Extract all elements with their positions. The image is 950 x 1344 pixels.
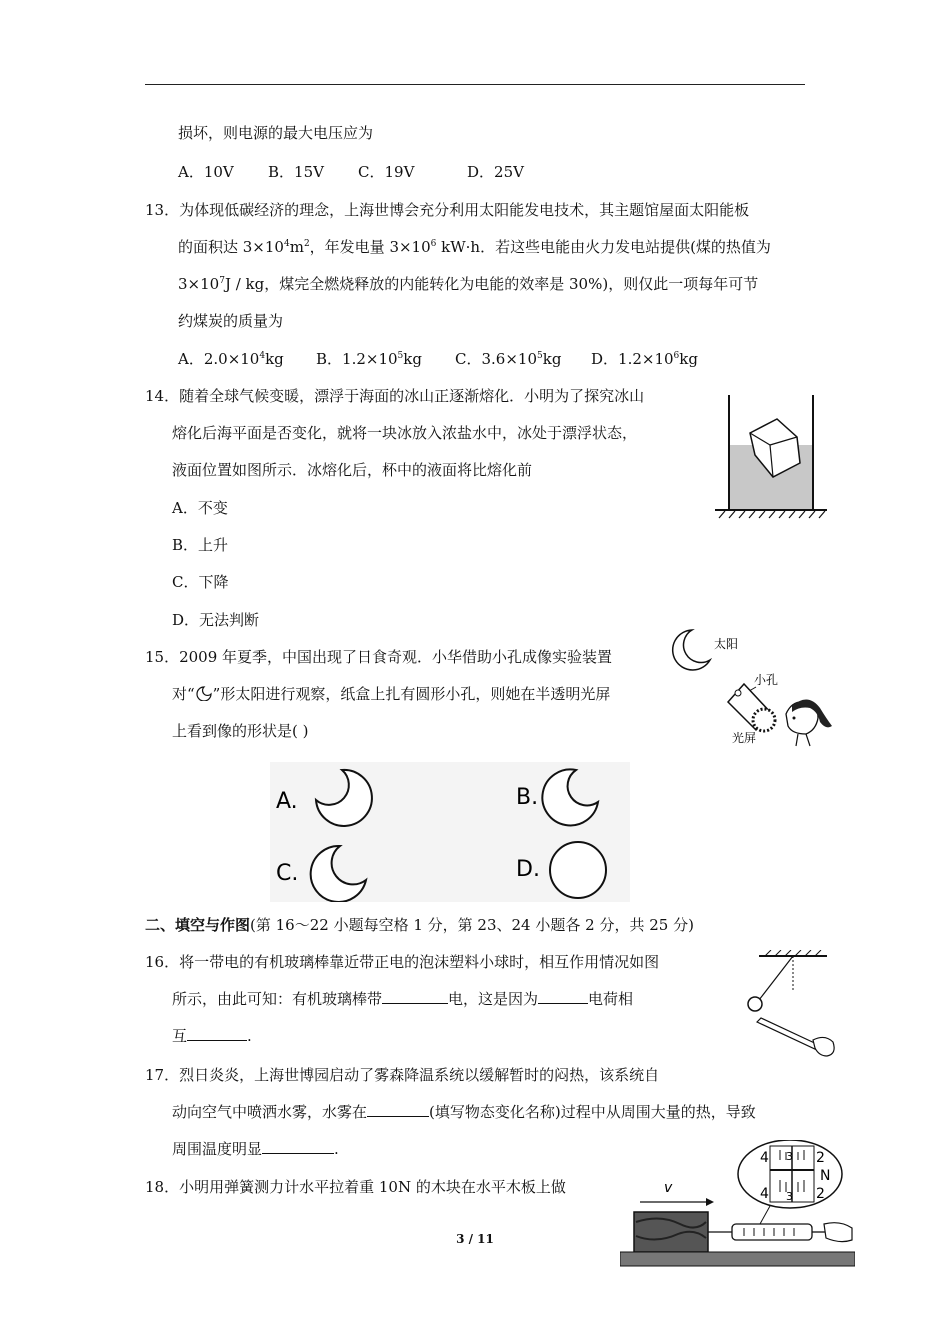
q16-line-3: 互 . bbox=[172, 1027, 252, 1045]
charged-ball-figure bbox=[735, 950, 840, 1065]
ice-beaker-figure bbox=[705, 385, 830, 525]
q13-line-3: $3\times 10^7J$ / kg，煤完全燃烧释放的内能转化为电能的效率是 30%)，则仅此一项每年可节 bbox=[178, 275, 759, 293]
q17-line-3: 周围温度明显 . bbox=[172, 1140, 339, 1158]
section-2-desc: (第 16～22 小题每空格 1 分，第 23、24 小题各 2 分，共 25 分) bbox=[250, 916, 694, 934]
sun-crescent bbox=[673, 630, 710, 670]
q14-option-a: A．不变 bbox=[172, 499, 228, 517]
glass-rod bbox=[757, 1018, 821, 1050]
scale-num-4-top: 4 bbox=[760, 1150, 769, 1166]
choice-d-label: D. bbox=[516, 857, 540, 882]
q16-line-1: 16．将一带电的有机玻璃棒靠近带正电的泡沫塑料小球时，相互作用情况如图 bbox=[145, 953, 660, 971]
q15-line-2: 对“ ”形太阳进行观察，纸盒上扎有圆形小孔，则她在半透明光屏 bbox=[172, 685, 611, 703]
choice-a-label: A. bbox=[276, 789, 298, 814]
q16-blank-3[interactable] bbox=[187, 1026, 247, 1041]
q14-option-d: D．无法判断 bbox=[172, 611, 260, 629]
scale-num-4-bottom: 4 bbox=[760, 1186, 769, 1202]
choice-b-label: B. bbox=[516, 785, 539, 810]
section-2-heading bbox=[145, 915, 694, 935]
q16-blank-1[interactable] bbox=[382, 989, 448, 1004]
scale-num-2-top: 2 bbox=[816, 1150, 825, 1166]
q12-option-a: A．10V bbox=[178, 163, 234, 181]
choice-d-shape bbox=[550, 842, 606, 898]
foam-ball bbox=[748, 997, 762, 1011]
q12-option-d: D．25V bbox=[467, 163, 524, 181]
scale-dial bbox=[738, 1140, 842, 1208]
q14-line-2: 熔化后海平面是否变化，就将一块冰放入浓盐水中，冰处于漂浮状态， bbox=[172, 424, 638, 442]
q13-option-a: A．$2.0\times 10^4kg$ bbox=[178, 350, 284, 368]
q14-number: 14． bbox=[145, 387, 180, 405]
q16-blank-2[interactable] bbox=[538, 989, 588, 1004]
q15-number: 15． bbox=[145, 648, 180, 666]
q17-blank-2[interactable] bbox=[262, 1139, 334, 1154]
q16-number: 16． bbox=[145, 953, 180, 971]
q13-line-1: 13．为体现低碳经济的理念，上海世博会充分利用太阳能发电技术，其主题馆屋面太阳能板 bbox=[145, 201, 750, 219]
q14-line-1: 14．随着全球气候变暖，漂浮于海面的冰山正逐渐熔化．小明为了探究冰山 bbox=[145, 387, 645, 405]
q12-option-b: B．15V bbox=[268, 163, 324, 181]
wooden-board bbox=[620, 1252, 855, 1266]
q17-line-1: 17．烈日炎炎，上海世博园启动了雾森降温系统以缓解暂时的闷热，该系统自 bbox=[145, 1066, 660, 1084]
scale-num-3-bottom: 3 bbox=[786, 1190, 793, 1203]
choice-c-label: C. bbox=[276, 861, 299, 886]
q13-option-c: C．$3.6\times 10^5kg$ bbox=[455, 350, 562, 368]
q17-number: 17． bbox=[145, 1066, 180, 1084]
crescent-sun-icon bbox=[195, 685, 213, 701]
q13-option-b: B．$1.2\times 10^5kg$ bbox=[316, 350, 422, 368]
header-rule bbox=[145, 84, 805, 85]
section-2-title: 二、填空与作图 bbox=[145, 916, 251, 934]
q18-number: 18． bbox=[145, 1178, 180, 1196]
pinhole-setup-figure bbox=[660, 622, 840, 752]
q18-line-1: 18．小明用弹簧测力计水平拉着重 10N 的木块在水平木板上做 bbox=[145, 1178, 566, 1196]
q15-choices-figure bbox=[270, 762, 630, 902]
q14-option-c: C．下降 bbox=[172, 573, 229, 591]
velocity-label: v bbox=[664, 1180, 673, 1196]
sun-label: 太阳 bbox=[714, 637, 739, 651]
scale-num-2-bottom: 2 bbox=[816, 1186, 825, 1202]
q12-continuation: 损坏，则电源的最大电压应为 bbox=[178, 124, 374, 142]
newton-label: N bbox=[820, 1168, 831, 1184]
q14-option-b: B．上升 bbox=[172, 536, 229, 554]
hole-label: 小孔 bbox=[754, 673, 779, 687]
q16-line-2: 所示，由此可知：有机玻璃棒带 电，这是因为 电荷相 bbox=[172, 990, 634, 1008]
spring-scale-figure bbox=[620, 1140, 855, 1268]
q13-option-d: D．$1.2\times 10^6kg$ bbox=[591, 350, 698, 368]
q13-line-4: 约煤炭的质量为 bbox=[178, 312, 284, 330]
q17-line-2: 动向空气中喷洒水雾，水雾在 (填写物态变化名称)过程中从周围大量的热，导致 bbox=[172, 1103, 756, 1121]
q13-number: 13． bbox=[145, 201, 180, 219]
q17-blank-1[interactable] bbox=[367, 1102, 429, 1117]
q13-line-2: 的面积达 $3\times 10^4m^2$，年发电量 $3\times 10^6$ kW·h．若这些电能由火力发电站提供(煤的热值为 bbox=[178, 238, 771, 256]
q12-option-c: C．19V bbox=[358, 163, 415, 181]
girl-figure bbox=[786, 699, 832, 746]
hand bbox=[813, 1037, 834, 1056]
pinhole-box bbox=[728, 684, 775, 731]
q15-line-1: 15．2009 年夏季，中国出现了日食奇观．小华借助小孔成像实验装置 bbox=[145, 648, 613, 666]
screen-label: 光屏 bbox=[732, 731, 757, 745]
scale-num-3-top: 3 bbox=[786, 1150, 793, 1163]
q15-line-3: 上看到像的形状是( ) bbox=[172, 722, 309, 740]
q14-line-3: 液面位置如图所示．冰熔化后，杯中的液面将比熔化前 bbox=[172, 461, 533, 479]
page-number: 3 / 11 bbox=[456, 1232, 494, 1246]
